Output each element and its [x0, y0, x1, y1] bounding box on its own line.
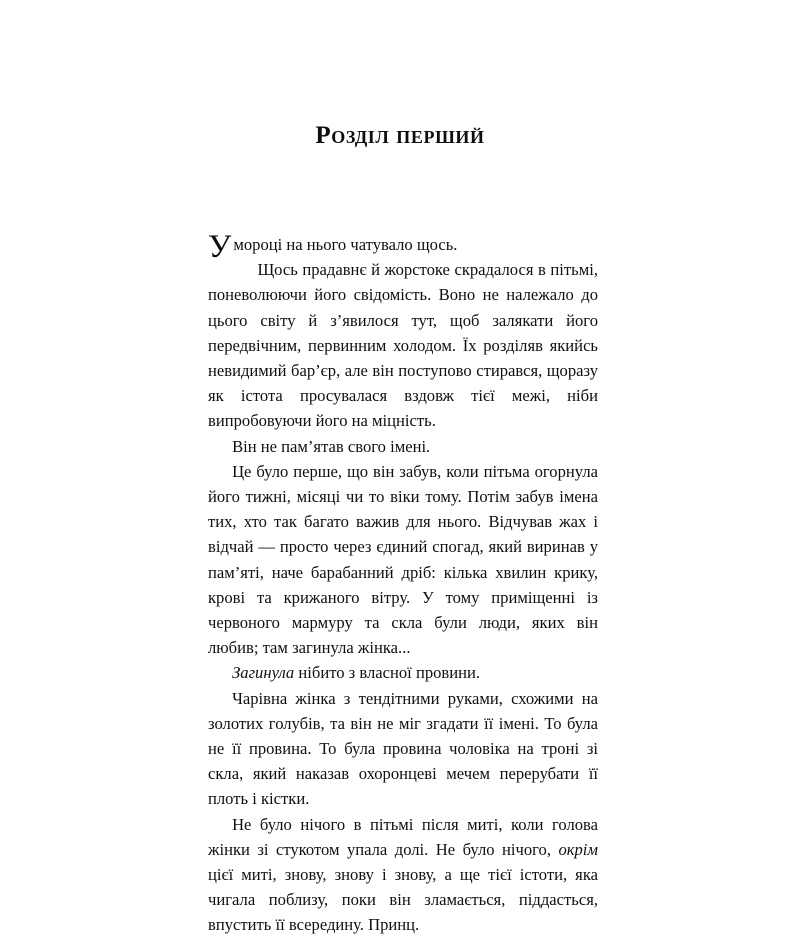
paragraph-7 — [208, 812, 598, 938]
paragraph-7-text-before: Не було нічого в пітьмі після миті, коли голова жінки зі стукотом упала долі. Не було нічого, — [208, 814, 598, 859]
paragraph-5 — [208, 660, 598, 685]
paragraph-7-text-after: цієї миті, знову, знову і знову, а ще тієї істоти, яка чигала поблизу, поки він зламається, піддасться, впустить її всередину. Принц. — [208, 865, 598, 935]
chapter-title: Розділ перший — [315, 122, 485, 149]
paragraph-1 — [208, 229, 598, 265]
paragraph-4: Це було перше, що він забув, коли пітьма огорнула його тижні, місяці чи то віки тому. Потім забув імена тих, хто так багато важив для нього. Відчував жах і відчай — просто через єдиний спогад, який виринав у пам’яті, наче барабанний дріб: кілька хвилин крику, крові та крижаного вітру. У тому приміщенні із червоного мармуру та скла були люди, яких він любив; там загинула жінка... — [208, 461, 598, 658]
paragraph-2: Щось прадавнє й жорстоке скрадалося в пітьмі, поневолюючи його свідомість. Воно не належало до цього світу й з’явилося тут, щоб залякати його передвічним, первинним холодом. Їх розділяв якийсь невидимий бар’єр, але він поступово стирався, щоразу як істота просувалася вздовж тієї межі, ніби випробовуючи його на міцність. — [208, 260, 598, 431]
drop-cap: У — [208, 229, 232, 265]
paragraph-5-text: нібито з власної провини. — [294, 663, 481, 683]
paragraph-1-text: мороці на нього чатувало щось. — [233, 235, 458, 254]
paragraph-6: Чарівна жінка з тендітними руками, схожими на золотих голубів, та він не міг згадати її імені. То була не її провина. То була провина чоловіка на троні зі скла, який наказав охоронцеві мечем перерубати її плоть і кістки. — [208, 688, 598, 809]
body-text-block — [208, 229, 598, 938]
paragraph-3: Він не пам’ятав свого імені. — [232, 436, 431, 456]
paragraph-7-italic: окрім — [558, 839, 598, 859]
paragraph-5-italic-lead: Загинула — [232, 663, 295, 683]
